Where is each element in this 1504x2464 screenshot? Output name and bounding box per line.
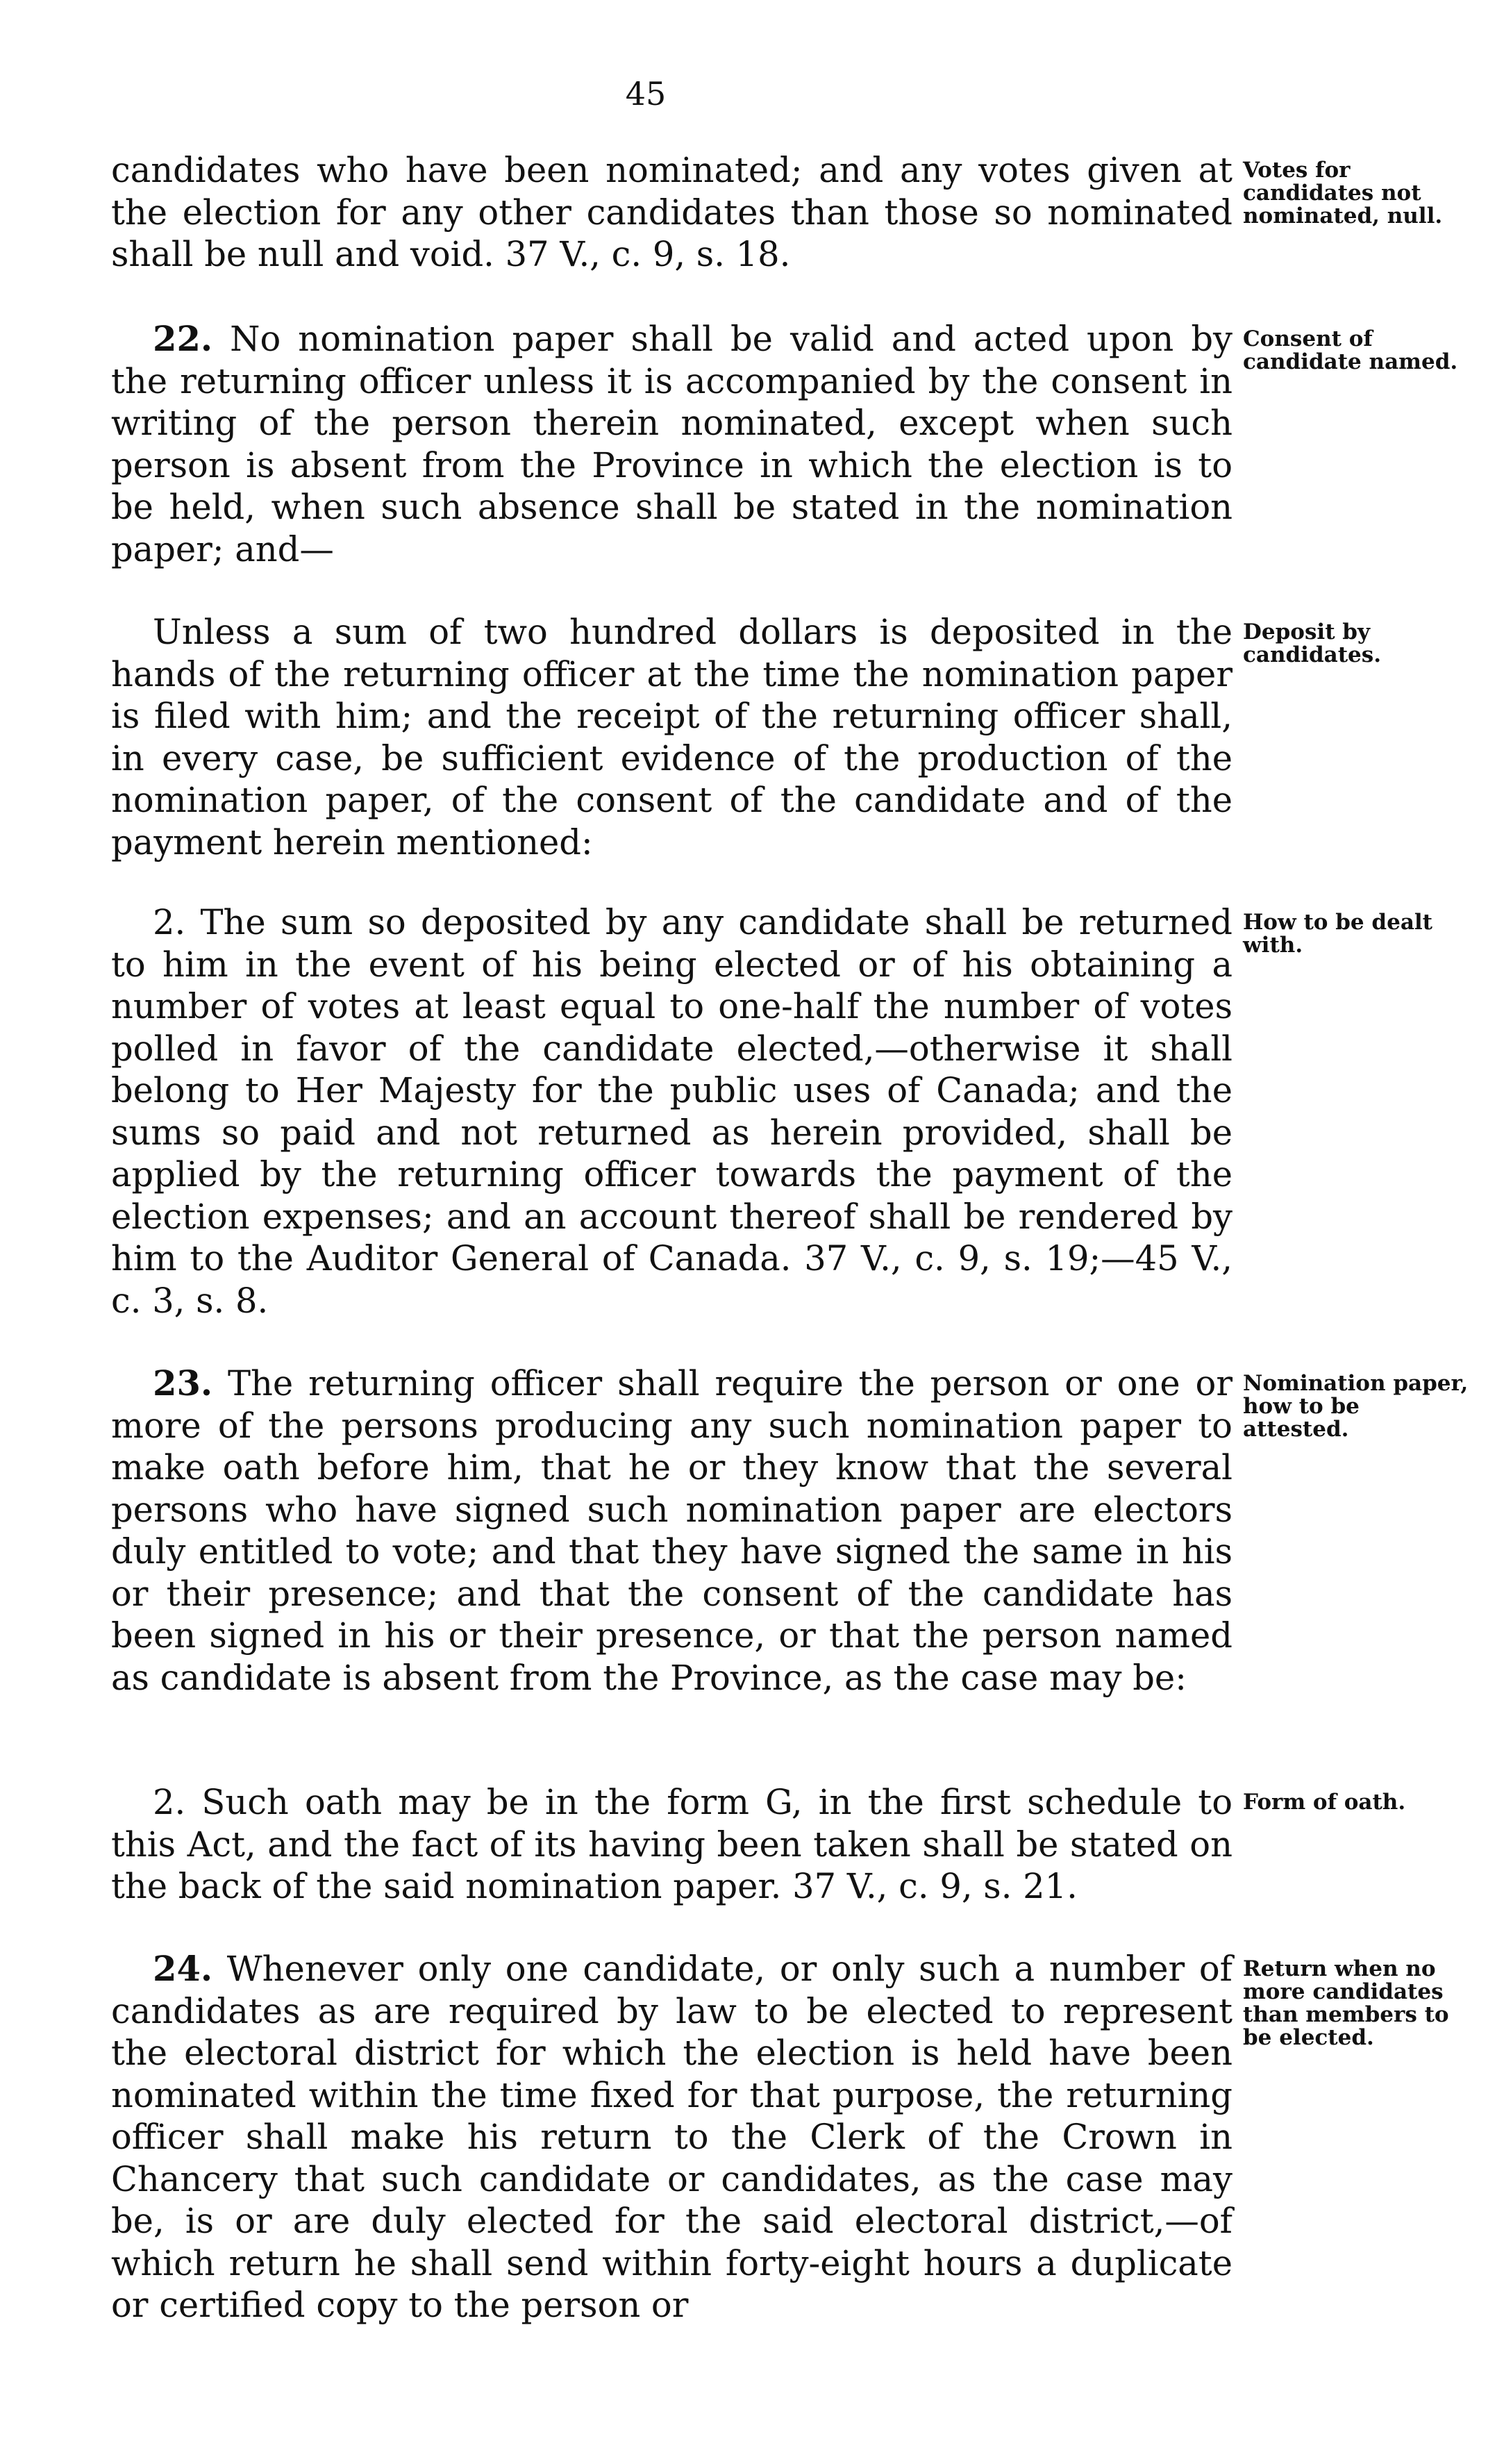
margin-note: Form of oath. <box>1243 1790 1406 1815</box>
paragraph-text <box>111 1948 1233 2326</box>
margin-note: Consent of candidate named. <box>1243 326 1458 374</box>
section-number: 22. <box>153 319 213 359</box>
section-number: 24. <box>153 1949 213 1989</box>
margin-note: Return when no more candidates than members to be elected. <box>1243 1956 1449 2050</box>
margin-note: Nomination paper, how to be attested. <box>1243 1371 1469 1442</box>
section-text: The returning officer shall require the person or one or more of the persons producing any such nomination paper to make oath before him, that he or they know that the several persons who have signed such nomination paper are electors duly entitled to vote; and that they have signed the same in his or their presence; and that the consent of the candidate has been signed in his or their presence, or that the person named as candidate is absent from the Province, as the case may be: <box>111 1363 1233 1698</box>
margin-note: Deposit by candidates. <box>1243 619 1382 667</box>
paragraph-text: Unless a sum of two hundred dollars is deposited in the hands of the returning officer at the time the nomination paper is filed with him; and the receipt of the returning officer shall, in every case, be sufficient evidence of the production of the nomination paper, of the consent of the candidate and of the payment herein mentioned: <box>111 612 1233 863</box>
paragraph-text <box>111 318 1233 570</box>
page-number: 45 <box>625 75 667 113</box>
margin-note: How to be dealt with. <box>1243 910 1433 958</box>
paragraph-text: 2. Such oath may be in the form G, in the first schedule to this Act, and the fact of its having been taken shall be stated on the back of the said nomination paper. 37 V., c. 9, s. 21. <box>111 1782 1233 1906</box>
section-number: 23. <box>153 1363 213 1404</box>
section-text: Whenever only one candidate, or only such a number of candidates as are required by law to be elected to represent the electoral district for which the election is held have been nominated within the time fixed for that purpose, the returning officer shall make his return to the Clerk of the Crown in Chancery that such candidate or candidates, as the case may be, is or are duly elected for the said electoral district,—of which return he shall send within forty-eight hours a duplicate or certified copy to the person or <box>111 1949 1233 2325</box>
paragraph-text: 2. The sum so deposited by any candidate shall be returned to him in the event of his being elected or of his obtaining a number of votes at least equal to one-half the number of votes polled in favor of the candidate elected,—otherwise it shall belong to Her Majesty for the public uses of Canada; and the sums so paid and not returned as herein provided, shall be applied by the returning officer towards the payment of the election expenses; and an account thereof shall be rendered by him to the Auditor General of Canada. 37 V., c. 9, s. 19;—45 V., c. 3, s. 8. <box>111 902 1233 1321</box>
margin-note: Votes for candidates not nominated, null. <box>1243 158 1443 228</box>
section-text: No nomination paper shall be valid and acted upon by the returning officer unless it is accompanied by the consent in writing of the person therein nominated, except when such person is absent from the Province in which the election is to be held, when such absence shall be stated in the nomination paper; and— <box>111 319 1233 569</box>
paragraph-text <box>111 1363 1233 1699</box>
paragraph-text: candidates who have been nominated; and any votes given at the election for any other candidates than those so nominated shall be null and void. 37 V., c. 9, s. 18. <box>111 150 1233 274</box>
